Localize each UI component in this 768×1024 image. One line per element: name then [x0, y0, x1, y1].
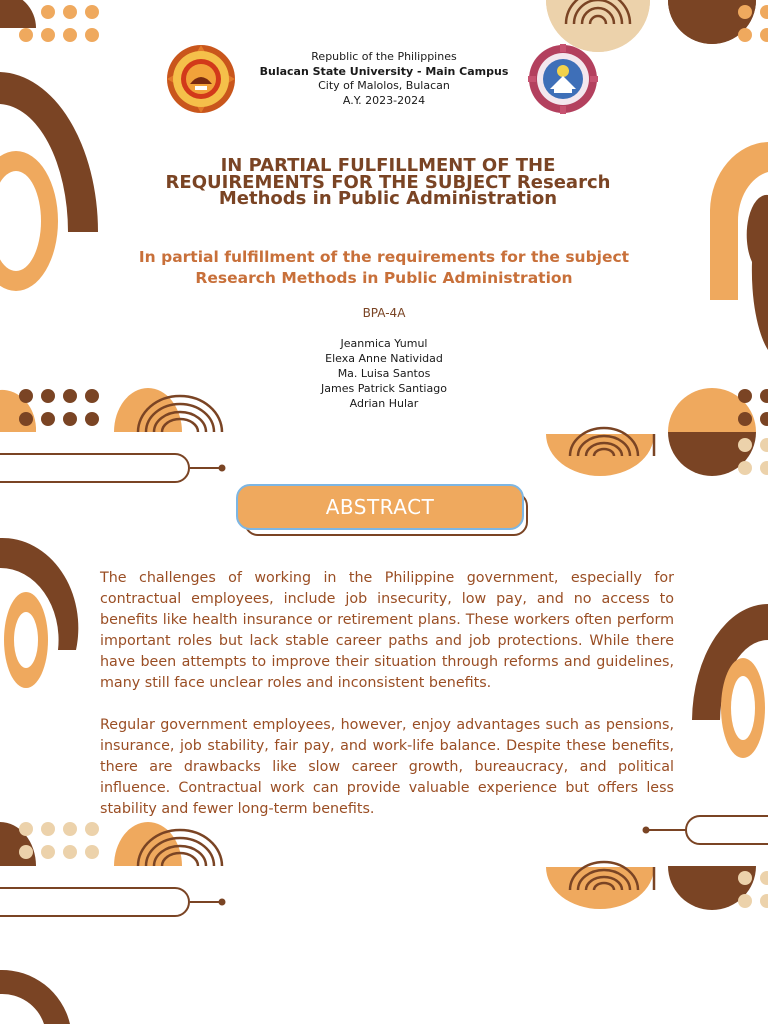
- right-pill-line-bottom: [648, 816, 768, 844]
- left-pill-line-bottom: [0, 888, 220, 916]
- academic-year: A.Y. 2023-2024: [342, 93, 426, 107]
- subtitle-line-1: In partial fulfillment of the requirements for the subject: [138, 248, 630, 266]
- author-name: Jeanmica Yumul: [340, 337, 428, 350]
- top-left-decoration: [0, 0, 99, 42]
- author-name: James Patrick Santiago: [321, 382, 447, 395]
- title-line-1: IN PARTIAL FULFILLMENT OF THE: [220, 155, 556, 176]
- document-subtitle: [90, 247, 678, 289]
- subtitle-line-2: Research Methods in Public Administration: [195, 269, 573, 287]
- bottom-right-decoration: [546, 862, 768, 910]
- author-name: Ma. Luisa Santos: [337, 367, 431, 380]
- author-name: Adrian Hular: [349, 397, 419, 410]
- abstract-heading: ABSTRACT: [236, 484, 524, 530]
- author-name: Elexa Anne Natividad: [325, 352, 443, 365]
- abstract-heading-block: [236, 484, 536, 544]
- university-seal-icon: [166, 44, 236, 114]
- left-arch-bottom: [0, 538, 78, 688]
- letterhead: [234, 50, 534, 108]
- college-seal-icon: [528, 44, 598, 114]
- middle-left-decoration: [0, 388, 222, 432]
- bottom-left-decoration: [0, 822, 222, 866]
- title-line-2: REQUIREMENTS FOR THE SUBJECT Research: [165, 171, 611, 193]
- document-title: [100, 155, 676, 209]
- country-line: Republic of the Philippines: [311, 50, 457, 63]
- abstract-paragraph-1: The challenges of working in the Philippine government, especially for contractual employees, include job insecurity, low pay, and no access to benefits like health insurance or retirement plans. These workers often perform important roles but lack stable career paths and job protections. While there have been attempts to improve their situation through reforms and guidelines, many still face unclear roles and inconsistent benefits.: [100, 570, 674, 691]
- right-arch-top: [710, 142, 768, 350]
- right-arch-bottom: [692, 604, 768, 758]
- title-line-3: Methods in Public Administration: [218, 188, 558, 209]
- city-line: City of Malolos, Bulacan: [318, 79, 450, 92]
- author-list: [264, 336, 504, 411]
- abstract-paragraph-2: Regular government employees, however, enjoy advantages such as pensions, insurance, job stability, fair pay, and work-life balance. Despite these benefits, there are drawbacks like slow career growth, bureaucracy, and political influence. Contractual work can provide valuable experience but offers less stability and fewer long-term benefits.: [100, 717, 674, 817]
- left-arch-top: [0, 72, 98, 291]
- middle-right-decoration: [546, 388, 768, 476]
- section-code: BPA-4A: [362, 306, 406, 320]
- university-name: Bulacan State University - Main Campus: [259, 64, 509, 78]
- bottom-left-arch: [0, 970, 70, 1024]
- left-pill-line-middle: [0, 454, 220, 482]
